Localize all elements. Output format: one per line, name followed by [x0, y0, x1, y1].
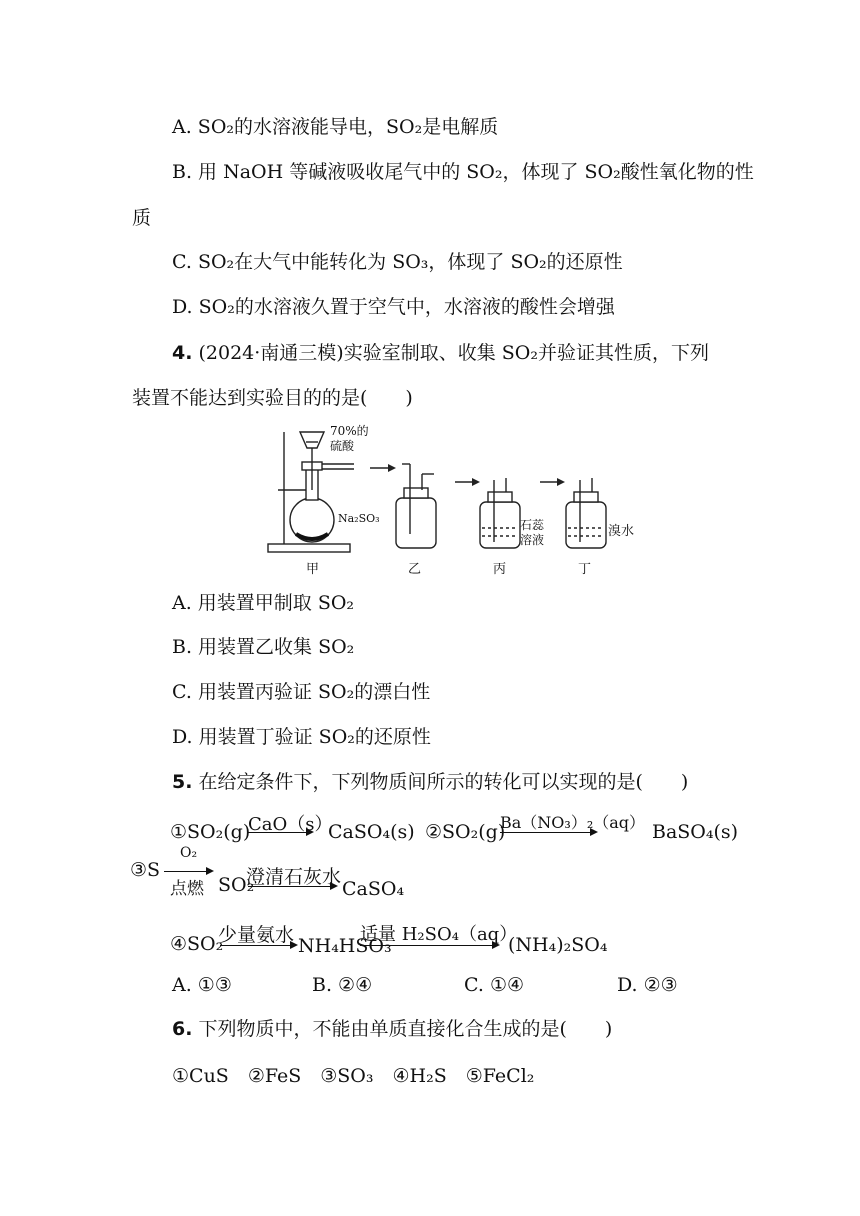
- q4-number: 4.: [172, 342, 193, 364]
- q5-option-d: D. ②③: [617, 974, 678, 996]
- q5-r4-end: (NH₄)₂SO₄: [508, 934, 608, 956]
- label-na2so3: Na₂SO₃: [338, 512, 380, 525]
- label-litmus-1: 石蕊: [520, 518, 545, 532]
- q5-r3-end: CaSO₄: [342, 878, 405, 900]
- q5-r2-condition: Ba（NO₃）₂（aq）: [500, 813, 646, 832]
- q3-option-d: D. SO₂的水溶液久置于空气中，水溶液的酸性会增强: [172, 296, 615, 318]
- label-acid-2: 硫酸: [330, 439, 355, 453]
- q5-r3-start: ③S: [130, 859, 161, 881]
- q4-stem-line1: [172, 340, 709, 366]
- label-ding: 丁: [578, 562, 592, 577]
- q5-r2-start: ②SO₂(g): [425, 821, 506, 843]
- q5-r4-arrow-1: [220, 945, 296, 946]
- q4-option-b: B. 用装置乙收集 SO₂: [172, 636, 355, 658]
- q5-option-c: C. ①④: [464, 974, 525, 996]
- q4-option-c: C. 用装置丙验证 SO₂的漂白性: [172, 681, 431, 703]
- q5-r4-mid: NH₄HSO₃: [298, 935, 392, 957]
- q5-r4-condition-2: 适量 H₂SO₄（aq）: [360, 924, 518, 945]
- q5-number: 5.: [172, 771, 193, 793]
- q3-option-b-line2: 质: [132, 207, 152, 229]
- q5-stem-text: 在给定条件下，下列物质间所示的转化可以实现的是( ): [198, 771, 689, 793]
- q5-option-b: B. ②④: [312, 974, 373, 996]
- q6-items: ①CuS ②FeS ③SO₃ ④H₂S ⑤FeCl₂: [172, 1065, 535, 1087]
- q5-r3-condition-bottom: 点燃: [170, 879, 204, 899]
- q5-option-a: A. ①③: [172, 974, 232, 996]
- q3-option-b-line1: B. 用 NaOH 等碱液吸收尾气中的 SO₂，体现了 SO₂酸性氧化物的性: [172, 161, 754, 183]
- q5-r4-arrow-2: [360, 945, 498, 946]
- q5-r1-end: CaSO₄(s): [328, 821, 415, 843]
- q3-option-c: C. SO₂在大气中能转化为 SO₃，体现了 SO₂的还原性: [172, 251, 623, 273]
- label-bromine-water: 溴水: [608, 524, 635, 539]
- q5-r1-arrow: [248, 832, 312, 833]
- label-yi: 乙: [408, 562, 422, 577]
- q5-r4-condition-1: 少量氨水: [218, 924, 295, 946]
- apparatus-drawing: [262, 420, 642, 580]
- label-litmus-2: 溶液: [520, 533, 545, 547]
- q5-r2-arrow: [500, 832, 596, 833]
- q5-r1-condition: CaO（s）: [248, 814, 333, 835]
- q5-r3-mid: SO₂: [218, 874, 255, 896]
- q4-option-d: D. 用装置丁验证 SO₂的还原性: [172, 726, 431, 748]
- q5-r4-start: ④SO₂: [170, 933, 224, 955]
- q4-stem-line2: 装置不能达到实验目的的是( ): [132, 387, 413, 409]
- q5-r3-condition-top: O₂: [180, 845, 198, 861]
- q3-option-a: A. SO₂的水溶液能导电，SO₂是电解质: [172, 116, 499, 138]
- q5-r1-start: ①SO₂(g): [170, 821, 251, 843]
- q5-stem-line: [172, 769, 688, 795]
- label-jia: 甲: [306, 562, 320, 577]
- q5-r3-arrow-2: [248, 886, 336, 887]
- q5-r2-end: BaSO₄(s): [652, 821, 739, 843]
- q5-r3-condition-2: 澄清石灰水: [246, 866, 342, 888]
- q6-stem-line: [172, 1016, 612, 1042]
- q6-stem-text: 下列物质中，不能由单质直接化合生成的是( ): [198, 1018, 613, 1040]
- q4-option-a: A. 用装置甲制取 SO₂: [172, 592, 355, 614]
- label-acid-1: 70%的: [330, 424, 369, 438]
- q5-r3-arrow-1: [164, 871, 212, 872]
- q6-number: 6.: [172, 1018, 193, 1040]
- label-bing: 丙: [493, 562, 507, 577]
- apparatus-figure: [262, 420, 642, 584]
- q4-stem-text: (2024·南通三模)实验室制取、收集 SO₂并验证其性质，下列: [198, 342, 709, 364]
